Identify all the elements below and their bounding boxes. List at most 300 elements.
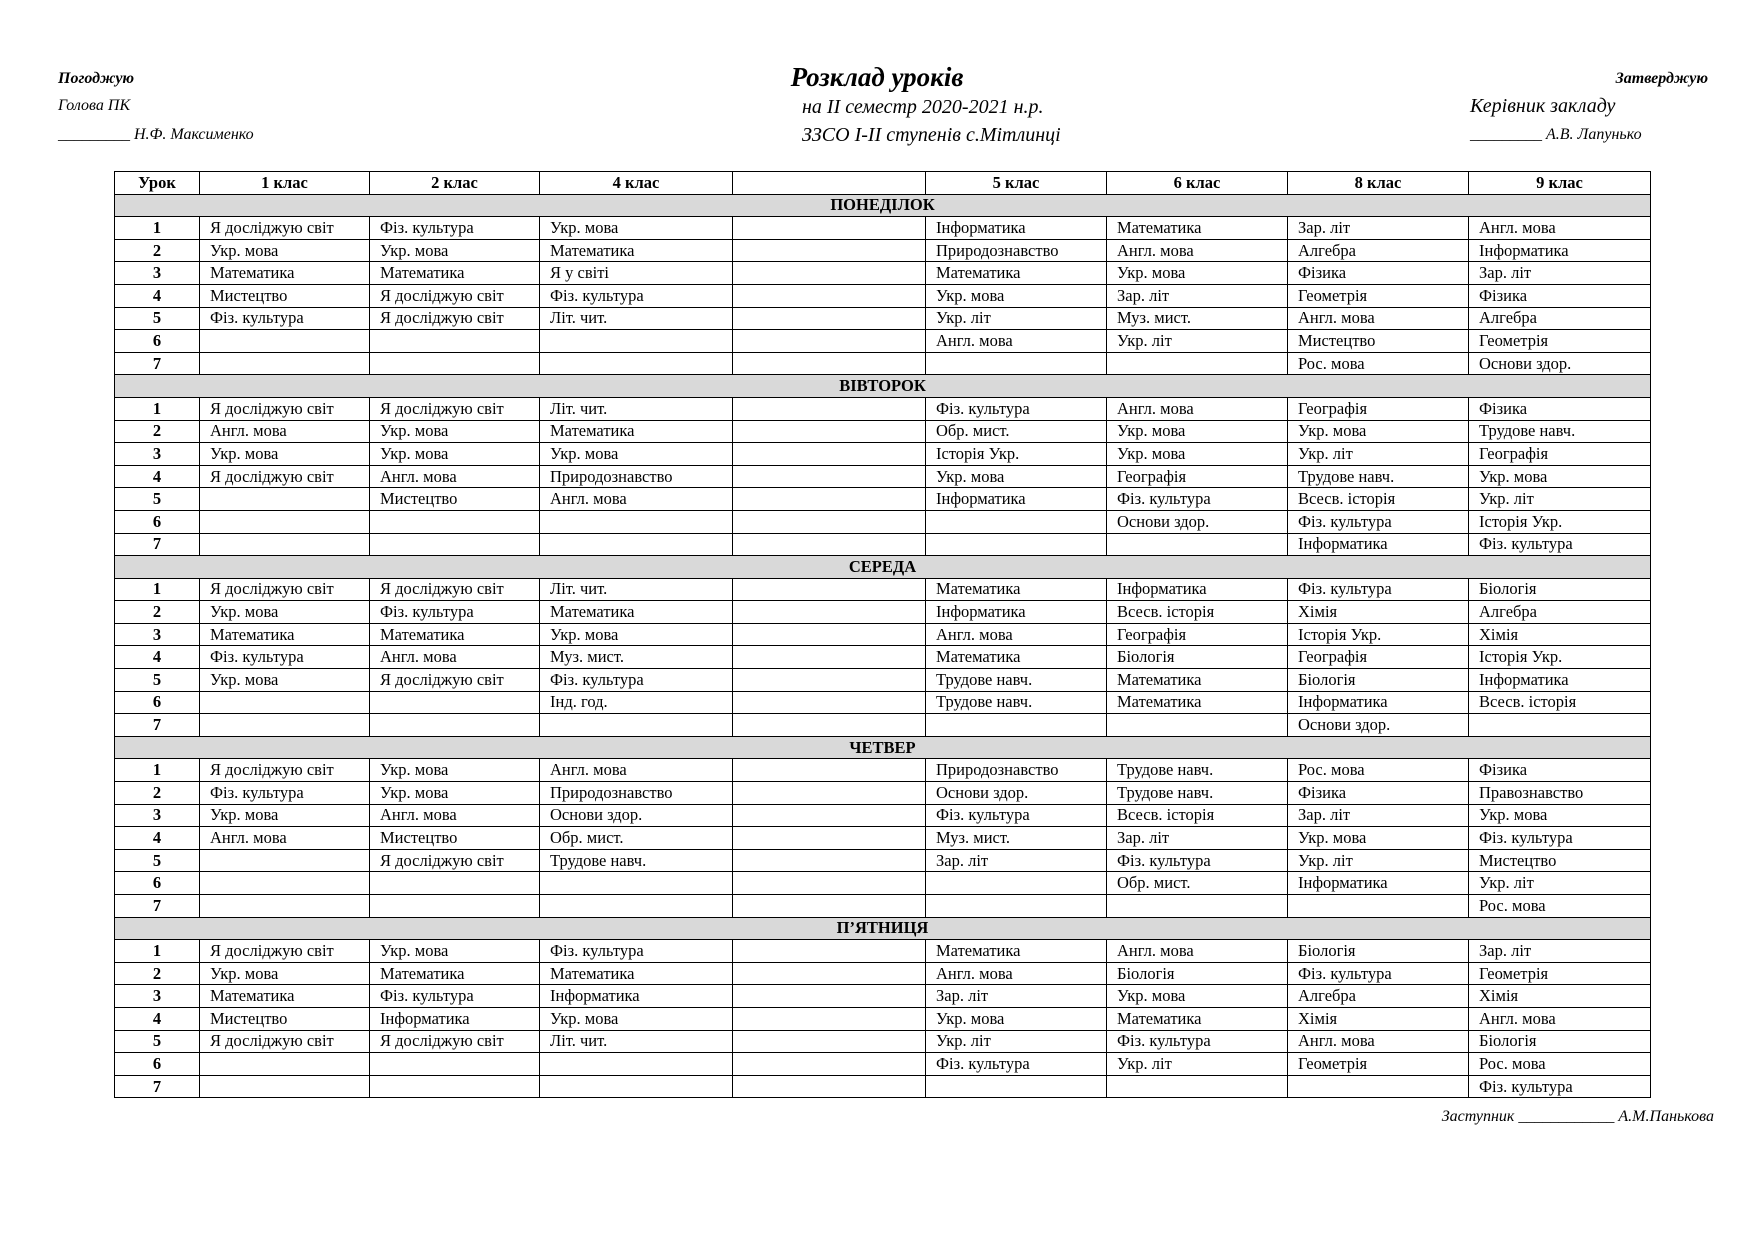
lesson-number: 3	[115, 443, 200, 466]
lesson-cell: Геометрія	[1288, 284, 1469, 307]
lesson-row	[115, 759, 1651, 782]
lesson-cell: Укр. мова	[926, 1007, 1107, 1030]
column-header	[733, 172, 926, 195]
lesson-cell: Фіз. культура	[1107, 488, 1288, 511]
lesson-cell	[733, 1053, 926, 1076]
lesson-cell: Укр. мова	[1469, 465, 1651, 488]
lesson-cell	[200, 1053, 370, 1076]
lesson-cell: Алгебра	[1469, 307, 1651, 330]
lesson-cell	[733, 262, 926, 285]
lesson-number: 2	[115, 239, 200, 262]
lesson-cell: Укр. мова	[200, 239, 370, 262]
lesson-cell: Геометрія	[1469, 962, 1651, 985]
lesson-number: 6	[115, 872, 200, 895]
lesson-cell	[370, 352, 540, 375]
lesson-cell: Мистецтво	[370, 488, 540, 511]
page-title: Розклад уроків	[790, 62, 964, 92]
lesson-row	[115, 985, 1651, 1008]
lesson-cell: Природознавство	[926, 759, 1107, 782]
lesson-number: 1	[115, 940, 200, 963]
lesson-cell	[540, 1075, 733, 1098]
table-header-row	[115, 172, 1651, 195]
lesson-cell: Зар. літ	[1107, 827, 1288, 850]
lesson-cell: Фізика	[1288, 262, 1469, 285]
lesson-cell: Геометрія	[1288, 1053, 1469, 1076]
lesson-cell: Я досліджую світ	[370, 849, 540, 872]
lesson-cell: Я досліджую світ	[200, 1030, 370, 1053]
lesson-cell: Англ. мова	[926, 623, 1107, 646]
lesson-cell: Історія Укр.	[1469, 646, 1651, 669]
lesson-cell: Фіз. культура	[540, 284, 733, 307]
lesson-cell	[370, 895, 540, 918]
lesson-cell	[926, 714, 1107, 737]
lesson-cell: Географія	[1469, 443, 1651, 466]
lesson-row	[115, 465, 1651, 488]
lesson-cell: Англ. мова	[1107, 239, 1288, 262]
lesson-cell: Географія	[1107, 465, 1288, 488]
lesson-cell: Зар. літ	[1469, 940, 1651, 963]
lesson-number: 5	[115, 307, 200, 330]
lesson-cell	[200, 872, 370, 895]
lesson-cell: Зар. літ	[1469, 262, 1651, 285]
lesson-cell	[200, 691, 370, 714]
lesson-row	[115, 488, 1651, 511]
lesson-row	[115, 691, 1651, 714]
lesson-cell: Зар. літ	[1288, 217, 1469, 240]
lesson-cell	[733, 646, 926, 669]
lesson-cell: Літ. чит.	[540, 397, 733, 420]
lesson-cell	[733, 578, 926, 601]
lesson-cell	[733, 827, 926, 850]
agree-label: Погоджую	[58, 70, 135, 87]
lesson-cell: Фіз. культура	[1469, 1075, 1651, 1098]
day-name: ЧЕТВЕР	[115, 736, 1651, 759]
lesson-cell: Географія	[1288, 646, 1469, 669]
lesson-cell: Фізика	[1469, 397, 1651, 420]
lesson-cell: Фіз. культура	[1288, 578, 1469, 601]
lesson-cell: Математика	[370, 962, 540, 985]
lesson-row	[115, 849, 1651, 872]
lesson-cell: Природознавство	[926, 239, 1107, 262]
lesson-cell: Історія Укр.	[926, 443, 1107, 466]
lesson-cell: Математика	[370, 623, 540, 646]
lesson-cell: Муз. мист.	[1107, 307, 1288, 330]
lesson-cell	[540, 895, 733, 918]
lesson-cell	[1107, 533, 1288, 556]
lesson-cell: Основи здор.	[1288, 714, 1469, 737]
lesson-cell: Математика	[926, 940, 1107, 963]
lesson-cell: Укр. літ	[1288, 443, 1469, 466]
lesson-cell: Англ. мова	[1107, 397, 1288, 420]
lesson-cell	[733, 1075, 926, 1098]
lesson-number: 3	[115, 262, 200, 285]
lesson-cell: Я досліджую світ	[200, 578, 370, 601]
lesson-cell	[733, 284, 926, 307]
lesson-cell	[733, 782, 926, 805]
lesson-cell: Інд. год.	[540, 691, 733, 714]
lesson-cell: Біологія	[1107, 962, 1288, 985]
lesson-cell: Алгебра	[1288, 239, 1469, 262]
lesson-cell	[200, 352, 370, 375]
lesson-number: 2	[115, 962, 200, 985]
lesson-row	[115, 239, 1651, 262]
lesson-cell: Укр. мова	[1288, 420, 1469, 443]
lesson-cell: Укр. літ	[1469, 872, 1651, 895]
lesson-number: 3	[115, 985, 200, 1008]
lesson-cell: Англ. мова	[1469, 217, 1651, 240]
lesson-cell: Англ. мова	[1288, 1030, 1469, 1053]
deputy-signature: Заступник ____________ А.М.Панькова	[1441, 1108, 1714, 1125]
lesson-cell: Інформатика	[1288, 691, 1469, 714]
director-label: Керівник закладу	[1470, 95, 1616, 117]
lesson-cell: Математика	[1107, 669, 1288, 692]
column-header: 2 клас	[370, 172, 540, 195]
lesson-cell	[200, 1075, 370, 1098]
lesson-number: 6	[115, 330, 200, 353]
column-header: 8 клас	[1288, 172, 1469, 195]
lesson-cell: Математика	[540, 420, 733, 443]
lesson-cell: Зар. літ	[926, 985, 1107, 1008]
column-header: 6 клас	[1107, 172, 1288, 195]
lesson-row	[115, 646, 1651, 669]
lesson-cell: Я досліджую світ	[200, 465, 370, 488]
lesson-cell: Біологія	[1288, 940, 1469, 963]
lesson-cell: Укр. мова	[540, 217, 733, 240]
lesson-cell: Я досліджую світ	[370, 284, 540, 307]
lesson-cell: Фіз. культура	[926, 397, 1107, 420]
lesson-cell: Геометрія	[1469, 330, 1651, 353]
lesson-cell: Інформатика	[1469, 669, 1651, 692]
lesson-cell: Всесв. історія	[1469, 691, 1651, 714]
lesson-cell: Правознавство	[1469, 782, 1651, 805]
lesson-cell	[926, 1075, 1107, 1098]
lesson-cell	[540, 714, 733, 737]
school-name: ЗЗСО І-ІІ ступенів с.Мітлинці	[802, 124, 1061, 146]
lesson-cell: Основи здор.	[540, 804, 733, 827]
lesson-row	[115, 443, 1651, 466]
lesson-cell	[1288, 1075, 1469, 1098]
lesson-cell: Укр. літ	[926, 1030, 1107, 1053]
lesson-cell: Хімія	[1469, 985, 1651, 1008]
lesson-cell: Інформатика	[540, 985, 733, 1008]
lesson-cell: Хімія	[1469, 623, 1651, 646]
lesson-cell: Біологія	[1288, 669, 1469, 692]
lesson-cell	[733, 420, 926, 443]
lesson-cell: Інформатика	[370, 1007, 540, 1030]
lesson-cell	[733, 533, 926, 556]
lesson-cell: Математика	[200, 262, 370, 285]
lesson-cell: Фіз. культура	[540, 940, 733, 963]
lesson-cell: Математика	[200, 623, 370, 646]
lesson-row	[115, 827, 1651, 850]
director-signature: _________ А.В. Лапунько	[1470, 126, 1642, 143]
lesson-cell: Я досліджую світ	[200, 940, 370, 963]
lesson-cell	[200, 849, 370, 872]
lesson-cell: Англ. мова	[370, 804, 540, 827]
lesson-cell: Хімія	[1288, 601, 1469, 624]
lesson-cell: Інформатика	[926, 217, 1107, 240]
lesson-cell: Муз. мист.	[926, 827, 1107, 850]
lesson-cell: Мистецтво	[200, 284, 370, 307]
lesson-cell	[1469, 714, 1651, 737]
lesson-cell: Географія	[1107, 623, 1288, 646]
lesson-cell: Укр. мова	[200, 601, 370, 624]
lesson-cell	[733, 397, 926, 420]
lesson-cell	[200, 533, 370, 556]
lesson-cell: Мистецтво	[200, 1007, 370, 1030]
lesson-cell: Основи здор.	[1469, 352, 1651, 375]
lesson-cell: Рос. мова	[1469, 895, 1651, 918]
lesson-number: 2	[115, 420, 200, 443]
lesson-cell: Англ. мова	[1288, 307, 1469, 330]
lesson-number: 5	[115, 669, 200, 692]
lesson-row	[115, 804, 1651, 827]
lesson-cell: Укр. мова	[200, 804, 370, 827]
lesson-cell	[370, 872, 540, 895]
lesson-cell: Укр. мова	[370, 759, 540, 782]
lesson-cell	[370, 691, 540, 714]
lesson-cell: Мистецтво	[1469, 849, 1651, 872]
lesson-row	[115, 330, 1651, 353]
lesson-cell: Літ. чит.	[540, 578, 733, 601]
lesson-cell: Фіз. культура	[1288, 962, 1469, 985]
lesson-cell	[733, 488, 926, 511]
lesson-cell: Трудове навч.	[926, 691, 1107, 714]
lesson-cell: Зар. літ	[1107, 284, 1288, 307]
lesson-cell: Англ. мова	[370, 465, 540, 488]
lesson-cell: Фіз. культура	[370, 985, 540, 1008]
lesson-cell	[540, 1053, 733, 1076]
lesson-cell: Обр. мист.	[1107, 872, 1288, 895]
lesson-cell	[1288, 895, 1469, 918]
lesson-cell: Трудове навч.	[926, 669, 1107, 692]
lesson-cell: Обр. мист.	[540, 827, 733, 850]
lesson-cell	[926, 533, 1107, 556]
lesson-cell: Трудове навч.	[1107, 782, 1288, 805]
lesson-cell	[733, 465, 926, 488]
day-header-row	[115, 917, 1651, 940]
lesson-cell	[733, 510, 926, 533]
day-header-row	[115, 375, 1651, 398]
lesson-cell: Алгебра	[1288, 985, 1469, 1008]
lesson-number: 5	[115, 488, 200, 511]
lesson-row	[115, 510, 1651, 533]
lesson-cell	[1107, 714, 1288, 737]
lesson-cell	[370, 1075, 540, 1098]
lesson-cell: Англ. мова	[200, 827, 370, 850]
column-header: 5 клас	[926, 172, 1107, 195]
lesson-cell: Природознавство	[540, 782, 733, 805]
lesson-cell: Фіз. культура	[370, 217, 540, 240]
lesson-number: 6	[115, 691, 200, 714]
lesson-cell: Історія Укр.	[1469, 510, 1651, 533]
lesson-cell: Укр. мова	[1107, 262, 1288, 285]
lesson-cell: Природознавство	[540, 465, 733, 488]
lesson-cell: Біологія	[1469, 1030, 1651, 1053]
lesson-cell	[926, 872, 1107, 895]
lesson-cell	[1107, 895, 1288, 918]
lesson-cell	[540, 330, 733, 353]
lesson-cell	[733, 1007, 926, 1030]
lesson-cell	[200, 714, 370, 737]
lesson-cell: Фіз. культура	[926, 804, 1107, 827]
lesson-row	[115, 782, 1651, 805]
lesson-row	[115, 352, 1651, 375]
lesson-row	[115, 262, 1651, 285]
lesson-cell	[540, 510, 733, 533]
lesson-number: 5	[115, 849, 200, 872]
lesson-cell: Всесв. історія	[1107, 601, 1288, 624]
lesson-cell	[370, 330, 540, 353]
lesson-number: 4	[115, 1007, 200, 1030]
day-header-row	[115, 736, 1651, 759]
lesson-cell: Інформатика	[1288, 533, 1469, 556]
lesson-cell	[540, 872, 733, 895]
lesson-row	[115, 1075, 1651, 1098]
union-head-label: Голова ПК	[58, 97, 131, 114]
column-header: 9 клас	[1469, 172, 1651, 195]
lesson-cell	[733, 849, 926, 872]
lesson-cell	[200, 488, 370, 511]
lesson-cell: Фіз. культура	[1469, 533, 1651, 556]
day-name: СЕРЕДА	[115, 556, 1651, 579]
lesson-row	[115, 397, 1651, 420]
lesson-row	[115, 307, 1651, 330]
lesson-cell: Фіз. культура	[370, 601, 540, 624]
lesson-cell: Я досліджую світ	[200, 397, 370, 420]
column-header: 1 клас	[200, 172, 370, 195]
lesson-cell: Біологія	[1469, 578, 1651, 601]
lesson-cell: Я досліджую світ	[370, 578, 540, 601]
lesson-cell	[370, 714, 540, 737]
lesson-row	[115, 420, 1651, 443]
lesson-cell	[733, 940, 926, 963]
lesson-cell: Всесв. історія	[1288, 488, 1469, 511]
lesson-cell	[733, 985, 926, 1008]
lesson-cell	[370, 510, 540, 533]
lesson-cell: Укр. мова	[370, 239, 540, 262]
lesson-cell: Я досліджую світ	[370, 669, 540, 692]
lesson-number: 4	[115, 646, 200, 669]
lesson-row	[115, 284, 1651, 307]
lesson-cell: Математика	[370, 262, 540, 285]
lesson-number: 1	[115, 578, 200, 601]
lesson-cell: Основи здор.	[1107, 510, 1288, 533]
lesson-cell	[540, 352, 733, 375]
lesson-number: 1	[115, 217, 200, 240]
lesson-cell: Укр. мова	[926, 284, 1107, 307]
lesson-cell	[733, 895, 926, 918]
lesson-cell	[733, 217, 926, 240]
lesson-row	[115, 217, 1651, 240]
day-name: ПОНЕДІЛОК	[115, 194, 1651, 217]
lesson-number: 6	[115, 510, 200, 533]
lesson-number: 3	[115, 804, 200, 827]
column-header: Урок	[115, 172, 200, 195]
lesson-number: 2	[115, 782, 200, 805]
lesson-cell: Трудове навч.	[1288, 465, 1469, 488]
lesson-cell	[733, 691, 926, 714]
lesson-cell: Мистецтво	[370, 827, 540, 850]
lesson-cell: Літ. чит.	[540, 1030, 733, 1053]
union-head-signature: _________ Н.Ф. Максименко	[58, 126, 254, 143]
lesson-row	[115, 601, 1651, 624]
lesson-row	[115, 940, 1651, 963]
lesson-cell	[733, 623, 926, 646]
lesson-cell: Фіз. культура	[200, 646, 370, 669]
lesson-cell: Математика	[540, 239, 733, 262]
lesson-cell: Математика	[926, 262, 1107, 285]
lesson-cell	[733, 714, 926, 737]
lesson-cell	[926, 895, 1107, 918]
approve-label: Затверджую	[1615, 70, 1708, 87]
lesson-cell: Математика	[926, 646, 1107, 669]
lesson-cell: Укр. мова	[370, 420, 540, 443]
lesson-cell: Укр. мова	[1107, 420, 1288, 443]
lesson-cell	[733, 759, 926, 782]
day-header-row	[115, 556, 1651, 579]
lesson-cell	[733, 352, 926, 375]
lesson-cell: Англ. мова	[926, 962, 1107, 985]
schedule-table	[114, 171, 1651, 1098]
lesson-cell: Фіз. культура	[540, 669, 733, 692]
lesson-cell: Інформатика	[926, 488, 1107, 511]
lesson-cell: Фізика	[1469, 759, 1651, 782]
day-header-row	[115, 194, 1651, 217]
lesson-cell: Всесв. історія	[1107, 804, 1288, 827]
lesson-cell: Математика	[200, 985, 370, 1008]
lesson-number: 7	[115, 533, 200, 556]
lesson-cell: Трудове навч.	[540, 849, 733, 872]
lesson-cell	[926, 352, 1107, 375]
lesson-cell: Укр. мова	[1107, 443, 1288, 466]
lesson-number: 2	[115, 601, 200, 624]
lesson-row	[115, 1030, 1651, 1053]
lesson-row	[115, 714, 1651, 737]
lesson-cell: Англ. мова	[200, 420, 370, 443]
lesson-cell: Трудове навч.	[1469, 420, 1651, 443]
lesson-cell: Укр. мова	[370, 940, 540, 963]
lesson-cell: Фіз. культура	[1288, 510, 1469, 533]
lesson-cell	[733, 804, 926, 827]
lesson-row	[115, 962, 1651, 985]
lesson-cell: Хімія	[1288, 1007, 1469, 1030]
lesson-cell	[200, 510, 370, 533]
lesson-cell	[733, 443, 926, 466]
lesson-cell: Математика	[1107, 217, 1288, 240]
lesson-cell: Зар. літ	[926, 849, 1107, 872]
lesson-number: 1	[115, 759, 200, 782]
lesson-cell: Я досліджую світ	[200, 759, 370, 782]
lesson-cell	[200, 330, 370, 353]
lesson-cell: Математика	[540, 601, 733, 624]
lesson-row	[115, 533, 1651, 556]
lesson-cell: Трудове навч.	[1107, 759, 1288, 782]
lesson-cell	[733, 601, 926, 624]
lesson-cell: Англ. мова	[540, 759, 733, 782]
lesson-cell: Укр. мова	[200, 443, 370, 466]
day-name: П’ЯТНИЦЯ	[115, 917, 1651, 940]
lesson-cell: Я досліджую світ	[200, 217, 370, 240]
lesson-cell	[733, 307, 926, 330]
lesson-cell: Математика	[1107, 691, 1288, 714]
lesson-cell: Укр. літ	[926, 307, 1107, 330]
lesson-cell: Укр. мова	[1288, 827, 1469, 850]
lesson-cell: Фіз. культура	[200, 307, 370, 330]
lesson-cell	[540, 533, 733, 556]
lesson-row	[115, 1007, 1651, 1030]
lesson-cell: Інформатика	[926, 601, 1107, 624]
